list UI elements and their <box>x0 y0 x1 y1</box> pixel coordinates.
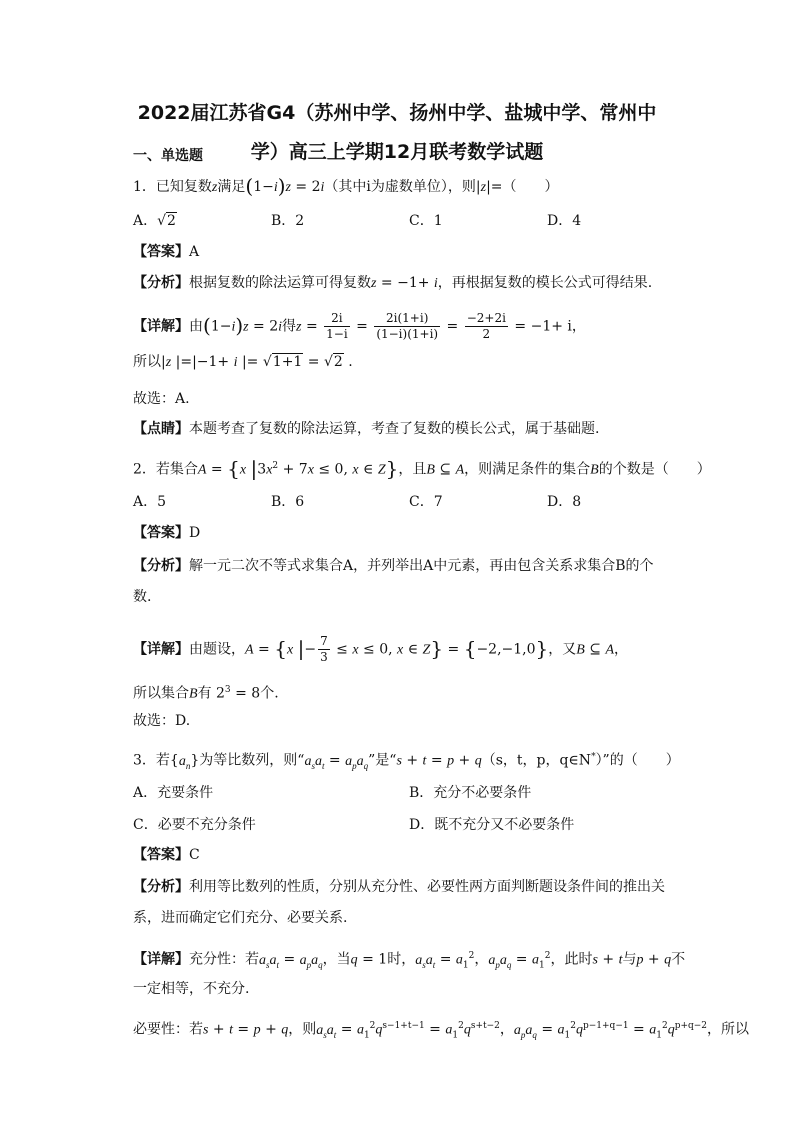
q2-analysis-line1: 【分析】解一元二次不等式求集合A，并列举出A中元素，再由包含关系求集合B的个 <box>133 558 654 574</box>
q2-so: 所以集合B有 $2^3 = 8$个. <box>133 685 279 702</box>
q3-detail-line2: 一定相等，不充分. <box>133 981 250 997</box>
q3-necessity: 必要性：若s + t = p + q，则$a_sa_t = a_1^2q^{s-1+t-1} = a_1^2q^{s+t-2}$，$a_pa_q = a_1^2q^{p-1+q-1} = a_1^2q^{p+q-2}$，所以 <box>133 1021 750 1041</box>
doc-title-line1: 2022届江苏省G4（苏州中学、扬州中学、盐城中学、常州中 <box>137 102 657 124</box>
q3-option-a: A．充要条件 <box>133 785 214 801</box>
q3-stem: 3．若$\{a_n\}$为等比数列，则“$a_sa_t = a_pa_q$”是“s + t = p + q（s，t，p，q∈N*）”的（ ） <box>133 752 680 771</box>
q2-analysis-line2: 数. <box>133 589 152 605</box>
q2-option-c: C．7 <box>409 494 443 510</box>
q1-option-b: B．2 <box>271 213 305 229</box>
q3-analysis-line2: 系，进而确定它们充分、必要关系. <box>133 910 348 926</box>
q1-option-c: C．1 <box>409 213 443 229</box>
q2-detail: 【详解】由题设，A = {x |− $\frac{7}{3}$ ≤ x ≤ 0, x ∈ Z} = {−2,−1,0}，又B ⊆ A， <box>133 634 629 664</box>
doc-title-line2: 学）高三上学期12月联考数学试题 <box>250 141 544 163</box>
q1-stem: 1．已知复数z满足(1−i)z = 2i（其中i为虚数单位），则|z|=（ ） <box>133 174 559 198</box>
q1-option-a: A．√2 <box>133 213 176 229</box>
q1-answer: 【答案】A <box>133 244 200 260</box>
q1-detail: 【详解】由(1−i)z = 2i得z = $\frac{2i}{1-i}$ = $\frac{2i(1+i)}{(1-i)(1+i)}$ = $\frac{-2+2i}{2}$ = −1+ i， <box>133 311 586 341</box>
q1-option-d: D．4 <box>547 213 582 229</box>
section-heading: 一、单选题 <box>133 148 203 164</box>
q3-option-c: C．必要不充分条件 <box>133 817 256 833</box>
q1-comment: 【点睛】本题考查了复数的除法运算，考查了复数的模长公式，属于基础题. <box>133 421 600 437</box>
q1-conclusion: 故选：A. <box>133 391 190 407</box>
q3-answer: 【答案】C <box>133 847 200 863</box>
q2-option-a: A．5 <box>133 494 167 510</box>
q2-answer: 【答案】D <box>133 525 201 541</box>
q2-conclusion: 故选：D. <box>133 713 191 729</box>
q2-stem: 2．若集合A = {x $|3x^2 + 7x \le 0$, x ∈ Z}，且B ⊆ A，则满足条件的集合B的个数是（ ） <box>133 456 711 481</box>
q2-option-d: D．8 <box>547 494 582 510</box>
q3-option-b: B．充分不必要条件 <box>409 785 532 801</box>
q2-option-b: B．6 <box>271 494 305 510</box>
q3-option-d: D．既不充分又不必要条件 <box>409 817 575 833</box>
q3-analysis-line1: 【分析】利用等比数列的性质，分别从充分性、必要性两方面判断题设条件间的推出关 <box>133 879 665 895</box>
q1-analysis: 【分析】根据复数的除法运算可得复数z = −1+ i，再根据复数的模长公式可得结果. <box>133 275 653 291</box>
q3-detail-line1: 【详解】充分性：若$a_sa_t = a_pa_q$，当q = 1时，$a_sa_t = a_1^2$，$a_pa_q = a_1^2$，此时s + t与p + q不 <box>133 951 686 971</box>
q1-so: 所以|z |=|−1+ i |= √1+1 = √2 . <box>133 354 353 370</box>
